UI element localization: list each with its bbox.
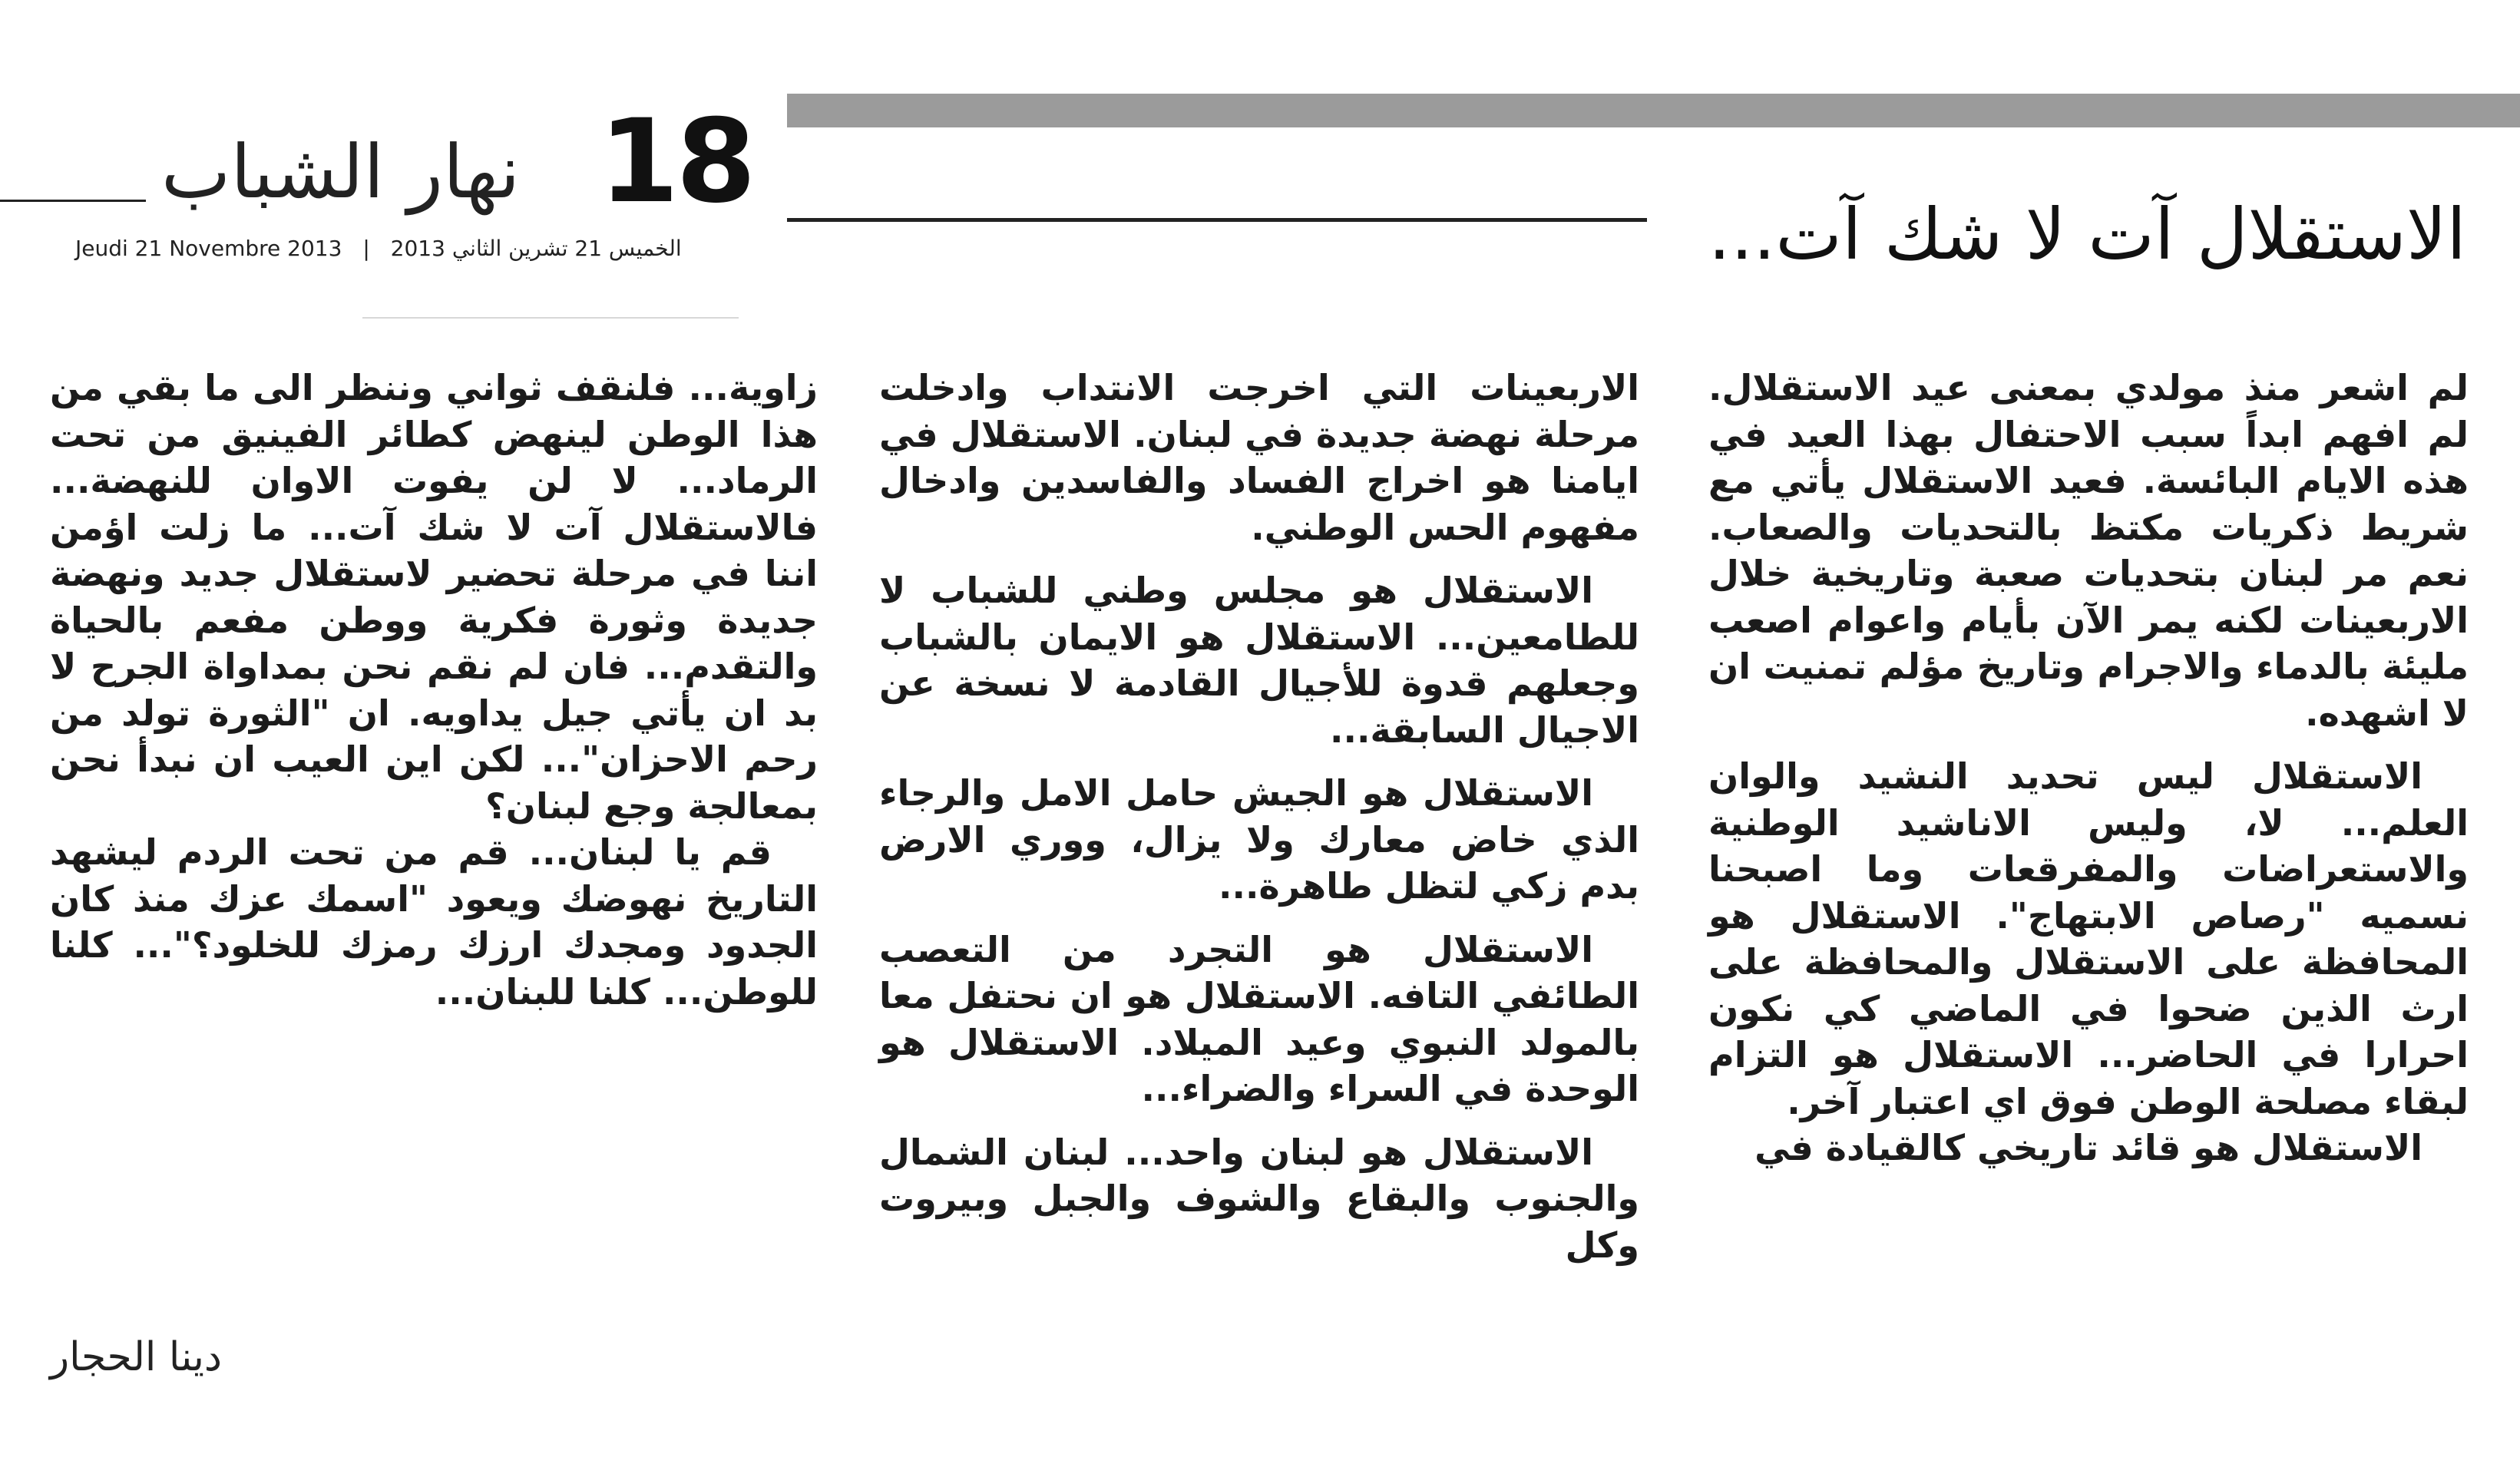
- column-1-paragraph-3: الاستقلال هو قائد تاريخي كالقيادة في: [1754, 1127, 2422, 1168]
- column-2-paragraph-5: الاستقلال هو لبنان واحد... لبنان الشمال والجنوب والبقاع والشوف والجبل وبيروت وكل: [879, 1131, 1639, 1266]
- dateline: [75, 236, 751, 266]
- article-headline: الاستقلال آت لا شك آت...: [1708, 193, 2466, 276]
- article-column-1: [1708, 365, 2469, 1171]
- column-2-paragraph-1: الاربعينات التي اخرجت الانتداب وادخلت مرحلة نهضة جديدة في لبنان. الاستقلال في ايامنا هو اخراج الفساد والفاسدين وادخال مفهوم الحس الوطني.: [879, 367, 1639, 548]
- page-masthead: [0, 92, 753, 229]
- column-2-paragraph-3: الاستقلال هو الجيش حامل الامل والرجاء الذي خاض معارك ولا يزال، ووري الارض بدم زكي لتظل طاهرة...: [879, 772, 1639, 907]
- divider-line: [362, 317, 739, 319]
- date-arabic: الخميس 21 تشرين الثاني 2013: [390, 236, 682, 261]
- headline-rule: [787, 218, 1647, 222]
- article-column-3: [50, 365, 818, 1015]
- header-band: [787, 94, 2520, 127]
- article-byline: دينا الحجار: [50, 1334, 223, 1380]
- masthead-rule: [0, 200, 146, 202]
- page-number: 18: [599, 95, 753, 229]
- column-2-paragraph-2: الاستقلال هو مجلس وطني للشباب لا للطامعين... الاستقلال هو الايمان بالشباب وجعلهم قدوة للأجيال القادمة لا نسخة عن الاجيال السابقة...: [879, 570, 1639, 751]
- column-1-paragraph-2: الاستقلال ليس تحديد النشيد والوان العلم... لا، وليس الاناشيد الوطنية والاستعراضات والمفرقعات وما اصبحنا نسميه "رصاص الابتهاج". الاستقلال هو المحافظة على الاستقلال والمحافظة على ارث الذين ضحوا في الماضي كي نكون احرارا في الحاضر... الاستقلال هو التزام لبقاء مصلحة الوطن فوق اي اعتبار آخر.: [1708, 755, 2469, 1122]
- column-3-paragraph-1: زاوية... فلنقف ثواني وننظر الى ما بقي من هذا الوطن لينهض كطائر الفينيق من تحت الرماد... لا لن يفوت الاوان للنهضة... فالاستقلال آت لا شك آت... ما زلت اؤمن اننا في مرحلة تحضير لاستقلال جديد ونهضة جديدة وثورة فكرية ووطن مفعم بالحياة والتقدم... فان لم نقم نحن بمداواة الجرح لا بد ان يأتي جيل يداويه. ان "الثورة تولد من رحم الاحزان"... لكن اين العيب ان نبدأ نحن بمعالجة وجع لبنان؟: [50, 367, 818, 827]
- column-2-paragraph-4: الاستقلال هو التجرد من التعصب الطائفي التافه. الاستقلال هو ان نحتفل معا بالمولد النبوي وعيد الميلاد. الاستقلال هو الوحدة في السراء والضراء...: [879, 928, 1639, 1109]
- column-3-paragraph-2: قم يا لبنان... قم من تحت الردم ليشهد التاريخ نهوضك ويعود "اسمك عزك منذ كان الجدود ومجدك ارزك رمزك للخلود؟"... كلنا للوطن... كلنا للبنان...: [50, 831, 818, 1013]
- article-column-2: [879, 365, 1639, 1268]
- column-1-paragraph-1: لم اشعر منذ مولدي بمعنى عيد الاستقلال. لم افهم ابداً سبب الاحتفال بهذا العيد في هذه الايام البائسة. فعيد الاستقلال يأتي مع شريط ذكريات مكتظ بالتحديات والصعاب. نعم مر لبنان بتحديات صعبة وتاريخية خلال الاربعينات لكنه يمر الآن بأيام واعوام اصعب مليئة بالدماء والاجرام وتاريخ مؤلم تمنيت ان لا اشهده.: [1708, 367, 2469, 734]
- date-separator: |: [362, 236, 370, 261]
- date-french: Jeudi 21 Novembre 2013: [75, 236, 342, 261]
- section-title: نهار الشباب: [161, 129, 521, 215]
